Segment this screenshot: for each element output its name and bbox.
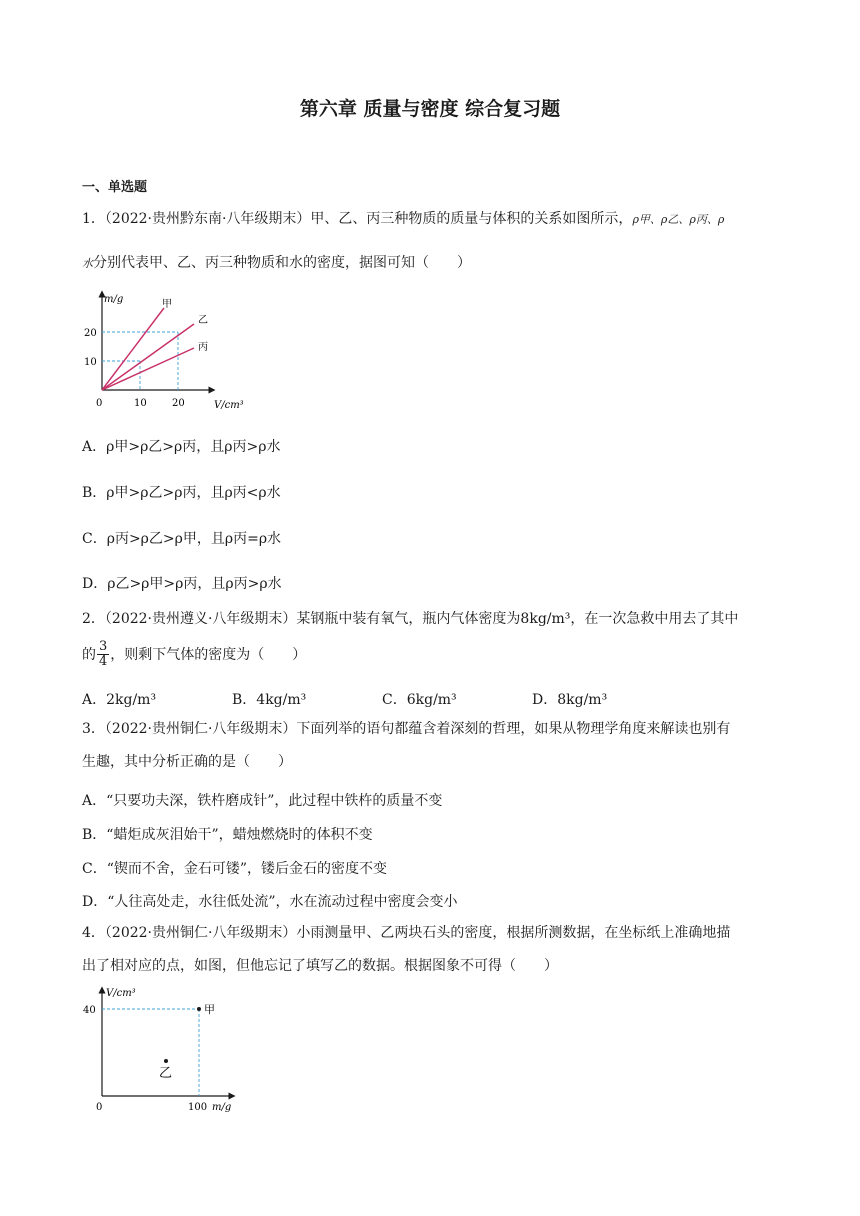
fraction	[97, 640, 109, 670]
series-bing-label: 丙	[198, 342, 208, 353]
point-yi-label: 乙	[159, 1066, 173, 1081]
question-3-option-c: C．“锲而不舍，金石可镂”，镂后金石的密度不变	[82, 861, 388, 877]
question-1-option-a: A．ρ甲>ρ乙>ρ丙，且ρ丙>ρ水	[82, 439, 281, 455]
question-2-options	[82, 689, 682, 709]
question-2-option-d: D．8kg/m³	[532, 692, 608, 708]
question-4-line-2: 出了相对应的点，如图，但他忘记了填写乙的数据。根据图象不可得（ ）	[82, 958, 558, 974]
question-2-text-pre: 的	[82, 646, 96, 663]
question-1-line-1	[82, 212, 724, 226]
question-3-option-a: A．“只要功夫深，铁杵磨成针”，此过程中铁杵的质量不变	[82, 793, 443, 809]
series-bing-line	[102, 348, 194, 390]
question-2-option-b: B．4kg/m³	[232, 692, 307, 708]
question-1-text: 1．（2022·贵州黔东南·八年级期末）甲、乙、丙三种物质的质量与体积的关系如图所示，	[82, 211, 633, 227]
section-heading: 一、单选题	[82, 180, 148, 195]
origin-label: 0	[96, 398, 103, 409]
question-1-graph	[82, 288, 262, 418]
question-3-line-2: 生趣，其中分析正确的是（ ）	[82, 754, 292, 770]
question-4-line-1: 4．（2022·贵州铜仁·八年级期末）小雨测量甲、乙两块石头的密度，根据所测数据，在坐标纸上准确地描	[82, 925, 731, 941]
question-2-option-c: C．6kg/m³	[382, 692, 457, 708]
question-4-graph	[82, 982, 262, 1112]
question-3-option-d: D．“人往高处走，水往低处流”，水在流动过程中密度会变小	[82, 894, 458, 910]
y-tick-10: 10	[84, 357, 97, 368]
series-yi-label: 乙	[198, 315, 208, 326]
page-title: 第六章 质量与密度 综合复习题	[299, 98, 561, 120]
x-tick-100: 100	[188, 1102, 208, 1112]
question-1-option-c: C．ρ丙>ρ乙>ρ甲，且ρ丙=ρ水	[82, 531, 282, 547]
question-2-text-post: ，则剩下气体的密度为（ ）	[110, 646, 307, 663]
question-2-line-1: 2．（2022·贵州遵义·八年级期末）某钢瓶中装有氧气，瓶内气体密度为8kg/m³，在一次急救中用去了其中	[82, 611, 739, 627]
x-tick-10: 10	[134, 398, 147, 409]
question-3-option-b: B．“蜡炬成灰泪始干”，蜡烛燃烧时的体积不变	[82, 827, 373, 843]
series-yi-line	[102, 324, 194, 390]
x-tick-20: 20	[172, 398, 185, 409]
question-1-water-subscript: 水	[82, 257, 93, 270]
question-2-option-a: A．2kg/m³	[82, 692, 157, 708]
point-jia	[197, 1007, 201, 1011]
series-jia-label: 甲	[162, 299, 172, 310]
x-axis-label: m/g	[212, 1102, 232, 1112]
point-yi	[164, 1059, 168, 1063]
question-2-line-2	[82, 640, 306, 670]
origin-label: 0	[96, 1102, 103, 1112]
question-1-text-2: 分别代表甲、乙、丙三种物质和水的密度，据图可知（ ）	[93, 255, 471, 271]
y-tick-20: 20	[84, 328, 97, 339]
y-axis-label: V/cm³	[106, 988, 136, 999]
question-1-line-2	[82, 256, 471, 270]
point-jia-label: 甲	[204, 1003, 215, 1016]
fraction-numerator: 3	[99, 639, 108, 654]
series-jia-line	[102, 308, 164, 390]
fraction-denominator: 4	[99, 654, 108, 670]
question-1-option-d: D．ρ乙>ρ甲>ρ丙，且ρ丙>ρ水	[82, 576, 282, 592]
y-tick-40: 40	[83, 1005, 96, 1016]
y-axis-label: m/g	[104, 294, 124, 305]
question-1-rho-list: ρ甲、ρ乙、ρ丙、ρ	[632, 213, 725, 226]
question-3-line-1: 3．（2022·贵州铜仁·八年级期末）下面列举的语句都蕴含着深刻的哲理，如果从物理学角度来解读也别有	[82, 721, 731, 737]
x-axis-label: V/cm³	[214, 400, 244, 411]
question-1-option-b: B．ρ甲>ρ乙>ρ丙，且ρ丙<ρ水	[82, 485, 281, 501]
